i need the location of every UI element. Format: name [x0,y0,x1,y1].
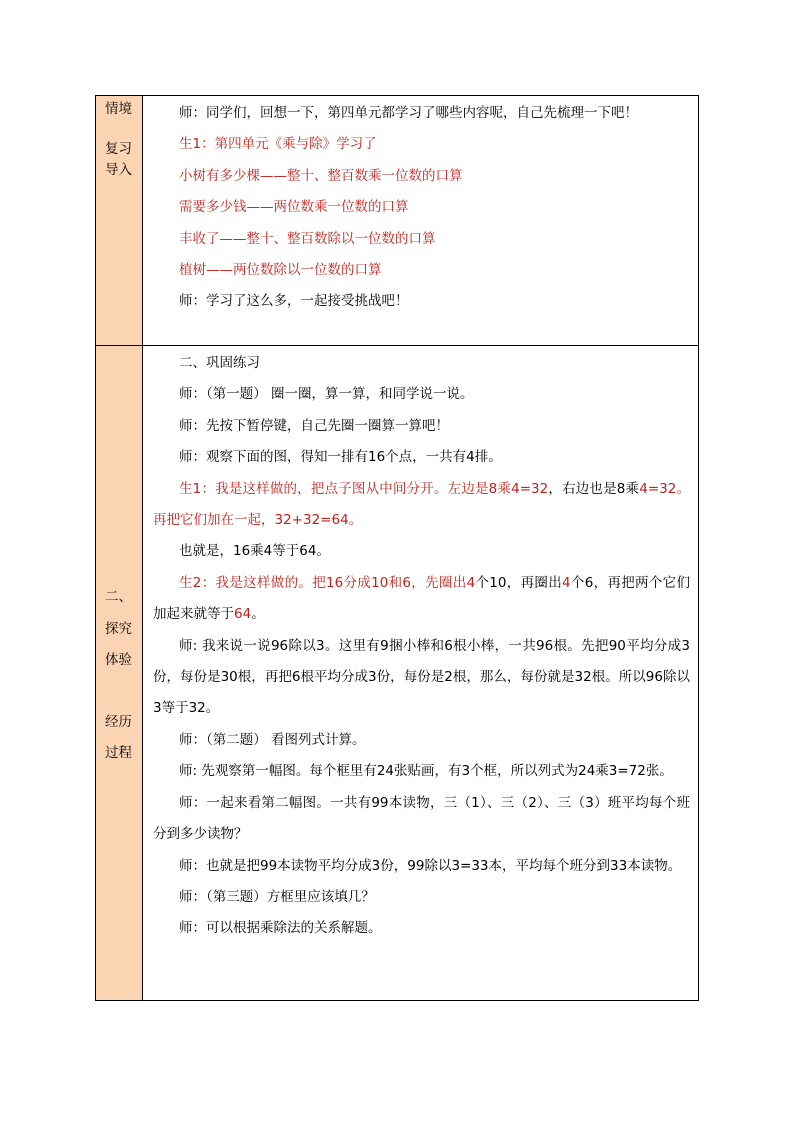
row-label: 过程 [105,745,132,761]
table-row [96,346,699,1001]
text-line: 丰收了——整十、整百数除以一位数的口算 [179,230,436,247]
row-label: 探究 [105,621,132,637]
text-line: 师：观察下面的图，得知一排有16个点，一共有4排。 [179,449,502,466]
text-line: 师：同学们，回想一下，第四单元都学习了哪些内容呢，自己先梳理一下吧！ [179,105,638,121]
row-label: 情境 [105,101,132,117]
text-paragraph: 师: 先观察第一幅图。每个框里有24张贴画，有3个框，所以列式为24乘3=72张。 [179,763,673,780]
text-line: 也就是，16乘4等于64。 [179,543,330,560]
row-label: 复习 [105,141,132,157]
text-line: 需要多少钱——两位数乘一位数的口算 [179,199,409,216]
row-label: 体验 [105,652,132,668]
row-label-cell [96,96,143,346]
text-line: 师：先按下暂停键，自己先圈一圈算一算吧！ [179,417,449,434]
lesson-table [95,95,699,1001]
text-line: 师：学习了这么多，一起接受挑战吧！ [179,293,409,310]
table-row [96,96,699,346]
text-paragraph: 生1：我是这样做的，把点子图从中间分开。左边是8乘4=32，右边也是8乘4=32。再把它们加在一起，32+32=64。 [153,480,691,529]
row-content-cell [143,346,699,1001]
text-paragraph: 师：一起来看第二幅图。一共有99本读物，三（1）、三（2）、三（3）班平均每个班分到多少读物？ [153,794,690,843]
text-line: 生1：第四单元《乘与除》学习了 [179,136,377,153]
text-line: 植树——两位数除以一位数的口算 [179,262,382,279]
text-line: 师：（第三题）方框里应该填几？ [179,888,375,905]
row-label: 二、 [105,589,132,605]
text-line: 师：（第二题） 看图列式计算。 [179,731,366,748]
text-line: 师：可以根据乘除法的关系解题。 [179,920,382,937]
section-heading: 二、巩固练习 [179,355,260,371]
row-label: 导入 [105,162,132,178]
row-label: 经历 [105,714,132,730]
row-label-cell [96,346,143,1001]
text-line: 师：（第一题） 圈一圈，算一算，和同学说一说。 [179,386,474,403]
text-line: 小树有多少棵——整十、整百数乘一位数的口算 [179,167,463,184]
text-paragraph: 生2：我是这样做的。把16分成10和6，先圈出4个10，再圈出4个6，再把两个它们加起来就等于64。 [153,574,690,623]
row-content-cell [143,96,699,346]
text-paragraph: 师：也就是把99本读物平均分成3份，99除以3=33本，平均每个班分到33本读物。 [179,857,682,874]
text-paragraph: 师: 我来说一说96除以3。这里有9捆小棒和6根小棒，一共96根。先把90平均分成3份，每份是30根，再把6根平均分成3份，每份是2根，那么，每份就是32根。所以96除以3等于32。 [153,637,690,717]
